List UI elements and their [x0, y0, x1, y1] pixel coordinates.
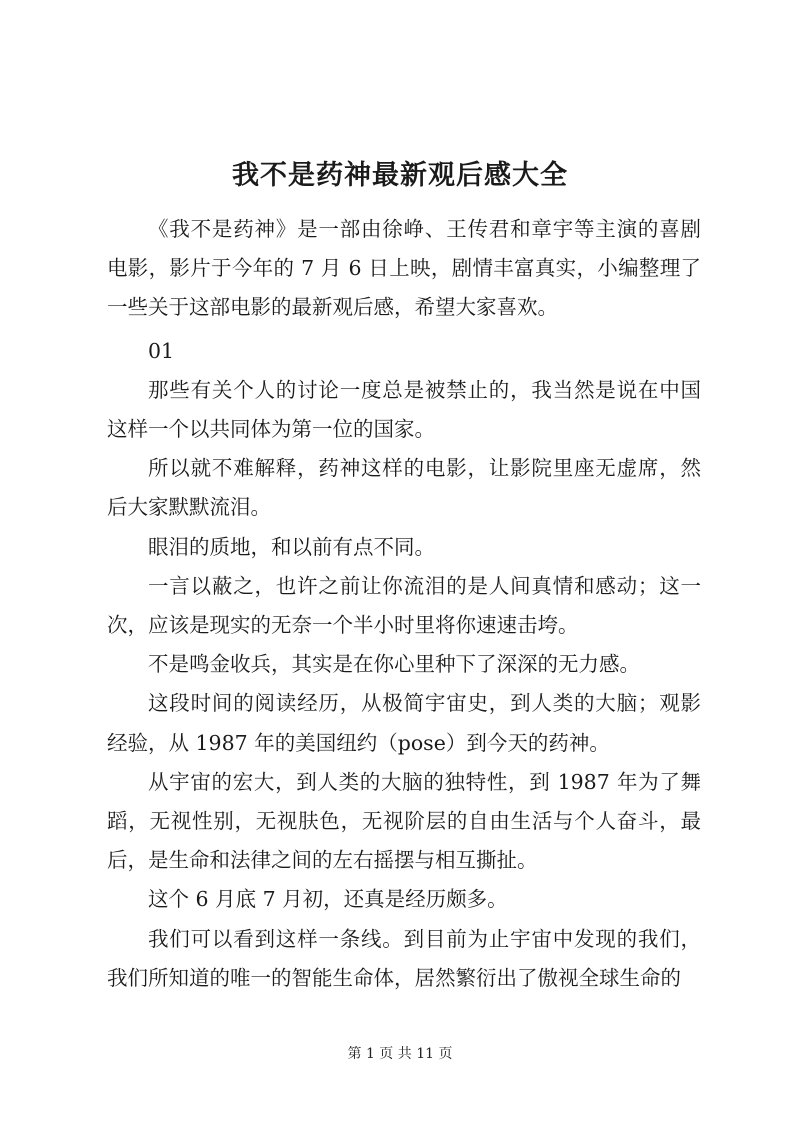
paragraph: 我们可以看到这样一条线。到目前为止宇宙中发现的我们，我们所知道的唯一的智能生命体，居然繁衍出了傲视全球生命的: [107, 926, 701, 990]
page-footer: 第 1 页 共 11 页: [347, 1046, 453, 1062]
section-number: 01: [148, 338, 175, 363]
paragraph: 那些有关个人的讨论一度总是被禁止的，我当然是说在中国这样一个以共同体为第一位的国家。: [107, 377, 701, 442]
paragraph: 不是鸣金收兵，其实是在你心里种下了深深的无力感。: [148, 652, 640, 677]
paragraph: 这个 6 月底 7 月初，还真是经历颇多。: [148, 887, 508, 912]
paragraph: 这段时间的阅读经历，从极简宇宙史，到人类的大脑；观影经验，从 1987 年的美国纽约（pose）到今天的药神。: [107, 691, 701, 755]
paragraph-intro: 《我不是药神》是一部由徐峥、王传君和章宇等主演的喜剧电影，影片于今年的 7 月 6 日上映，剧情丰富真实，小编整理了一些关于这部电影的最新观后感，希望大家喜欢。: [107, 217, 701, 320]
document-body: [107, 210, 701, 998]
paragraph: 所以就不难解释，药神这样的电影，让影院里座无虚席，然后大家默默流泪。: [107, 456, 701, 520]
paragraph: 从宇宙的宏大，到人类的大脑的独特性，到 1987 年为了舞蹈，无视性别，无视肤色，无视阶层的自由生活与个人奋斗，最后，是生命和法律之间的左右摇摆与相互撕扯。: [107, 769, 701, 873]
paragraph: 一言以蔽之，也许之前让你流泪的是人间真情和感动；这一次，应该是现实的无奈一个半小时里将你速速击垮。: [107, 573, 701, 638]
paragraph: 眼泪的质地，和以前有点不同。: [148, 534, 435, 559]
document-title: 我不是药神最新观后感大全: [232, 160, 568, 192]
